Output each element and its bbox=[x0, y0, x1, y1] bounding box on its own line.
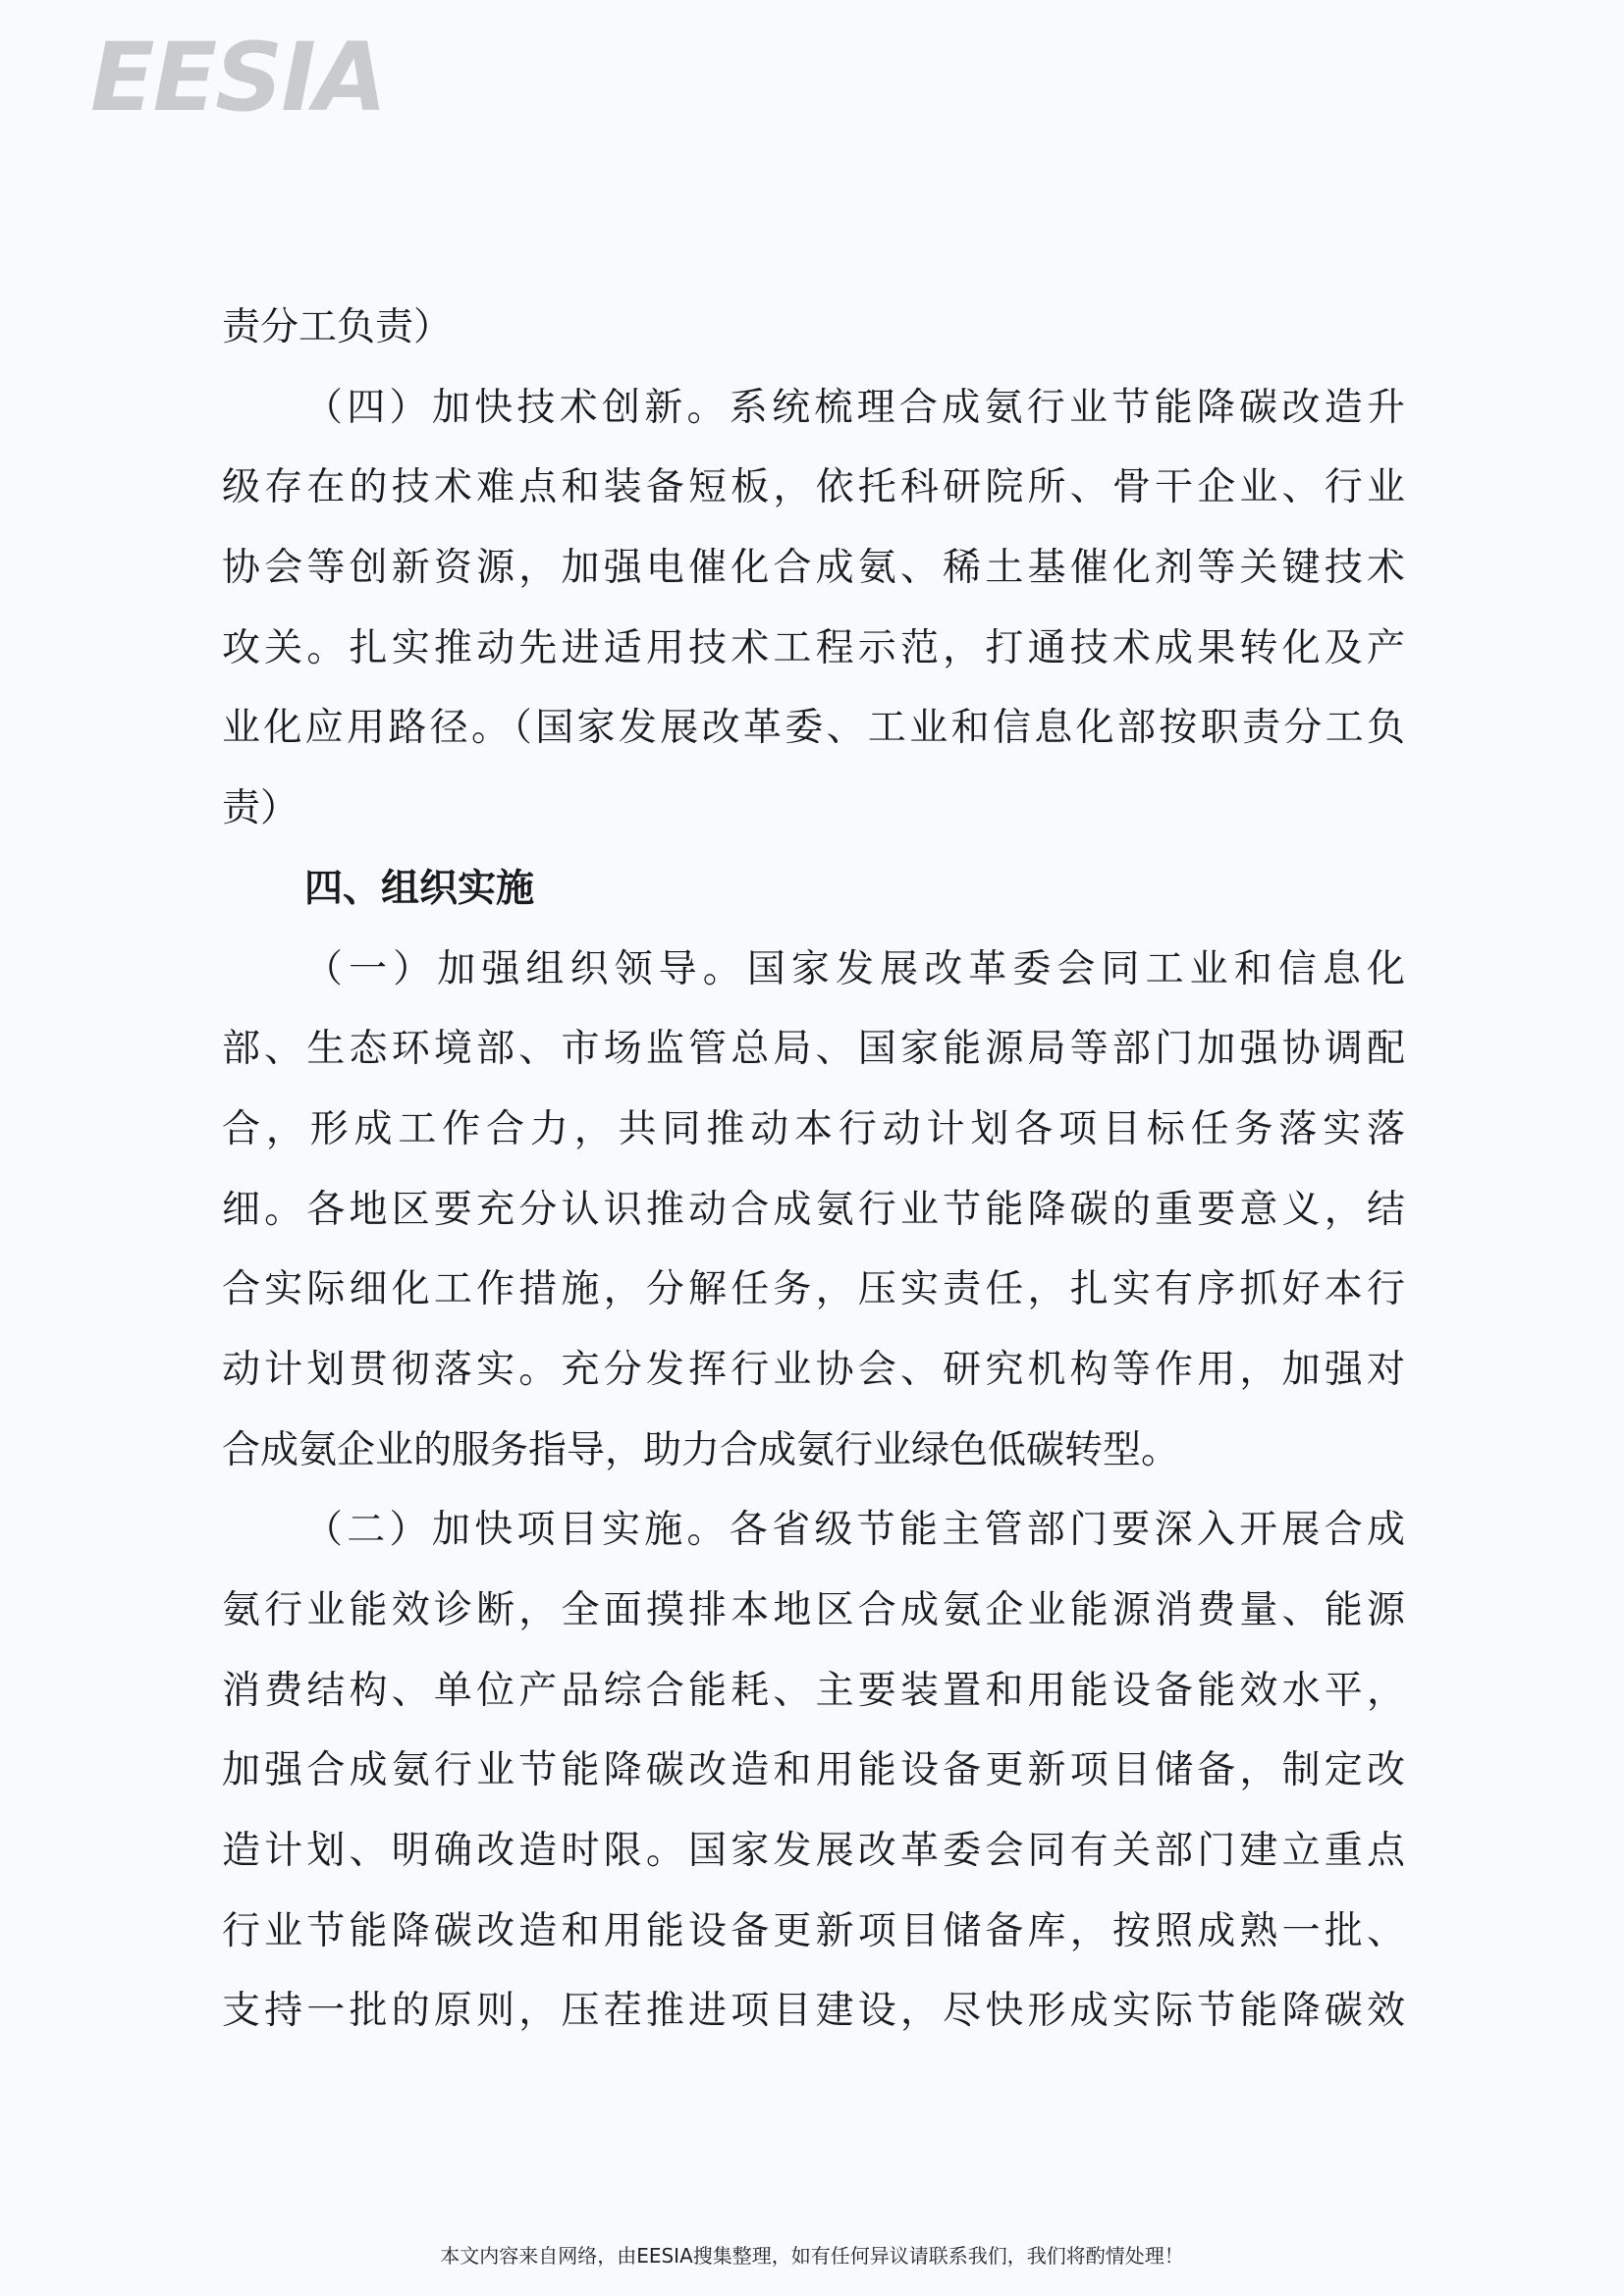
paragraph-line: 支持一批的原则，压茬推进项目建设，尽快形成实际节能降碳效 bbox=[222, 1989, 1405, 2034]
document-body bbox=[222, 288, 1405, 2052]
paragraph-line: 合，形成工作合力，共同推动本行动计划各项目标任务落实落 bbox=[222, 1106, 1405, 1151]
paragraph-line: 细。各地区要充分认识推动合成氨行业节能降碳的重要意义，结 bbox=[222, 1187, 1405, 1232]
paragraph-line: （二）加快项目实施。各省级节能主管部门要深入开展合成 bbox=[304, 1508, 1405, 1553]
paragraph-line: 动计划贯彻落实。充分发挥行业协会、研究机构等作用，加强对 bbox=[222, 1347, 1405, 1392]
paragraph-line: 氨行业能效诊断，全面摸排本地区合成氨企业能源消费量、能源 bbox=[222, 1588, 1405, 1632]
paragraph-line: （一）加强组织领导。国家发展改革委会同工业和信息化 bbox=[304, 946, 1405, 991]
paragraph-line: 部、生态环境部、市场监管总局、国家能源局等部门加强协调配 bbox=[222, 1027, 1405, 1072]
paragraph-line: 消费结构、单位产品综合能耗、主要装置和用能设备能效水平， bbox=[222, 1668, 1405, 1713]
paragraph-line: 责） bbox=[222, 786, 299, 831]
paragraph-line: 业化应用路径。（国家发展改革委、工业和信息化部按职责分工负 bbox=[222, 706, 1405, 751]
paragraph-line: 协会等创新资源，加强电催化合成氨、稀土基催化剂等关键技术 bbox=[222, 546, 1405, 591]
eesia-logo: EESIA bbox=[90, 23, 386, 133]
footer-notice: 本文内容来自网络，由EESIA搜集整理，如有任何异议请联系我们，我们将酌情处理！ bbox=[440, 2244, 1184, 2268]
paragraph-line: 攻关。扎实推动先进适用技术工程示范，打通技术成果转化及产 bbox=[222, 625, 1405, 670]
paragraph-line: 加强合成氨行业节能降碳改造和用能设备更新项目储备，制定改 bbox=[222, 1748, 1405, 1793]
section-heading: 四、组织实施 bbox=[304, 866, 535, 911]
paragraph-line: 合成氨企业的服务指导，助力合成氨行业绿色低碳转型。 bbox=[222, 1427, 1180, 1472]
paragraph-line: 级存在的技术难点和装备短板，依托科研院所、骨干企业、行业 bbox=[222, 465, 1405, 510]
paragraph-line: 责分工负责） bbox=[222, 305, 453, 349]
paragraph-line: （四）加快技术创新。系统梳理合成氨行业节能降碳改造升 bbox=[304, 385, 1405, 430]
paragraph-line: 合实际细化工作措施，分解任务，压实责任，扎实有序抓好本行 bbox=[222, 1267, 1405, 1312]
paragraph-line: 造计划、明确改造时限。国家发展改革委会同有关部门建立重点 bbox=[222, 1829, 1405, 1874]
paragraph-line: 行业节能降碳改造和用能设备更新项目储备库，按照成熟一批、 bbox=[222, 1908, 1405, 1953]
